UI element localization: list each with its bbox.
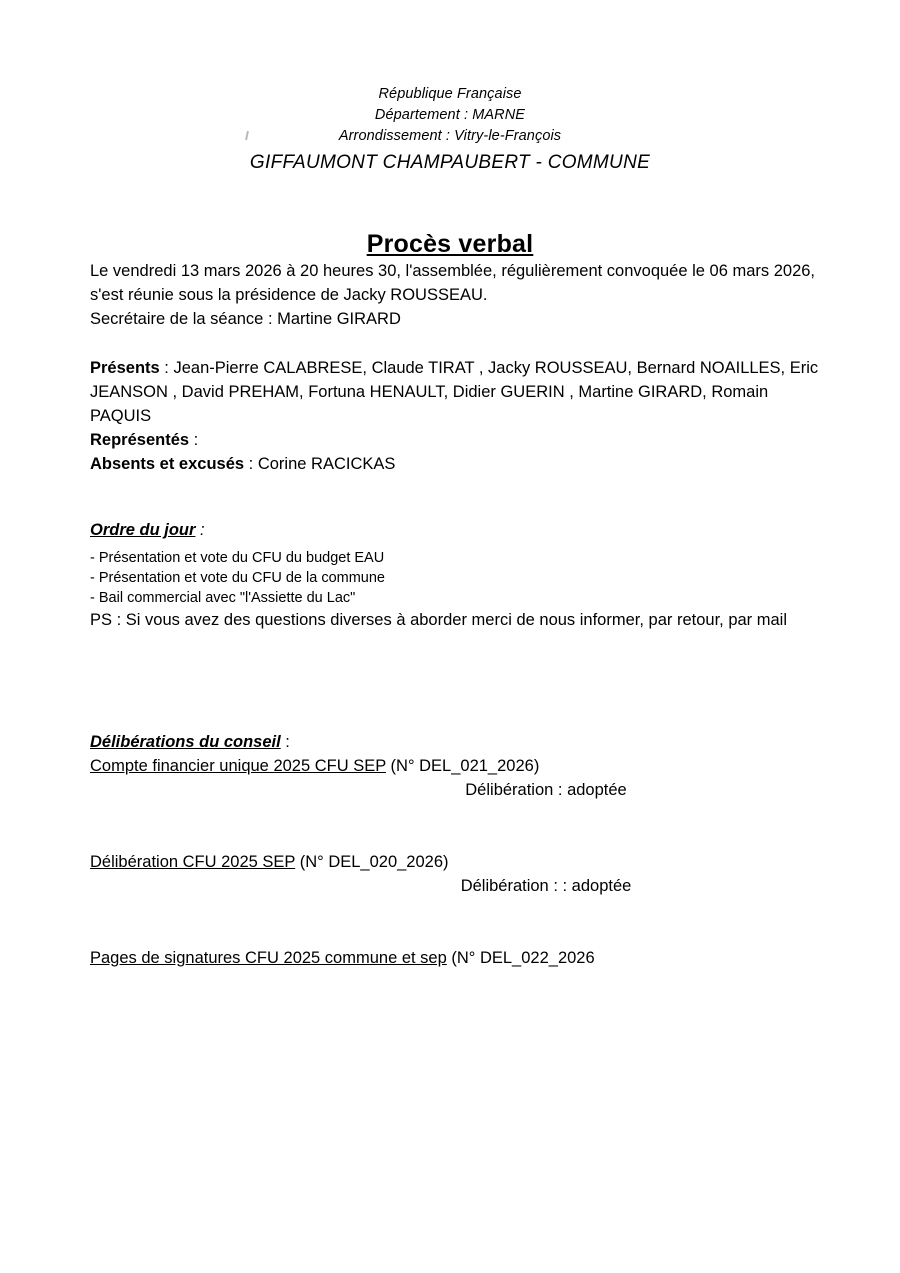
attendance-absent-separator: : [244, 455, 258, 473]
intro-paragraph: Le vendredi 13 mars 2026 à 20 heures 30, l'assemblée, régulièrement convoquée le 06 mars 2026, s'est réunie sous la présidence de Jacky ROUSSEAU. [90, 262, 816, 304]
deliberation-item-3 [90, 946, 822, 970]
attendance-present-value: Jean-Pierre CALABRESE, Claude TIRAT , Jacky ROUSSEAU, Bernard NOAILLES, Eric JEANSON , David PREHAM, Fortuna HENAULT, Didier GUERIN , Martine GIRARD, Romain PAQUIS [90, 359, 819, 425]
attendance-present [90, 356, 822, 428]
deliberations-heading-line [90, 730, 822, 754]
agenda-list [90, 548, 822, 608]
header-department: Département : MARNE [374, 107, 526, 123]
attendance-absent [90, 452, 822, 476]
attendance-absent-value: Corine RACICKAS [257, 455, 396, 473]
list-item: - Présentation et vote du CFU du budget EAU [90, 550, 385, 566]
spacer [90, 898, 822, 946]
attendance-absent-label: Absents et excusés [90, 455, 245, 473]
attendance-block [90, 356, 822, 476]
deliberation-item-2 [90, 850, 822, 874]
attendance-represented-separator: : [189, 431, 199, 449]
attendance-present-label: Présents [90, 359, 160, 377]
deliberation-subject: Pages de signatures CFU 2025 commune et sep [90, 949, 447, 967]
agenda-postscript: PS : Si vous avez des questions diverses à aborder merci de nous informer, par retour, par mail [90, 611, 788, 629]
header-republic: République Française [378, 86, 522, 102]
attendance-represented-label: Représentés [90, 431, 190, 449]
agenda-heading-suffix: : [195, 521, 205, 539]
agenda-heading-line [90, 518, 822, 542]
deliberation-result-2: Délibération : : adoptée [460, 877, 632, 895]
header-arrondissement: Arrondissement : Vitry-le-François [338, 128, 562, 144]
deliberations-heading: Délibérations du conseil [90, 733, 281, 751]
header-commune: GIFFAUMONT CHAMPAUBERT - COMMUNE [249, 152, 651, 173]
agenda-heading: Ordre du jour [90, 521, 196, 539]
deliberation-result-1: Délibération : adoptée [465, 781, 627, 799]
deliberations-heading-suffix: : [280, 733, 290, 751]
document-body [0, 259, 900, 970]
attendance-present-separator: : [159, 359, 174, 377]
deliberation-reference: (N° DEL_020_2026) [295, 853, 449, 871]
deliberation-reference: (N° DEL_022_2026 [446, 949, 595, 967]
spacer [90, 802, 822, 850]
list-item: - Bail commercial avec "l'Assiette du Lac" [90, 590, 356, 606]
deliberation-subject: Délibération CFU 2025 SEP [90, 853, 296, 871]
attendance-represented [90, 428, 822, 452]
deliberation-reference: (N° DEL_021_2026) [385, 757, 540, 775]
deliberations-block [90, 730, 822, 970]
deliberation-subject: Compte financier unique 2025 CFU SEP [90, 757, 386, 775]
secretary-line: Secrétaire de la séance : Martine GIRARD [90, 310, 401, 328]
deliberation-item-1 [90, 754, 822, 778]
page-title [0, 230, 900, 259]
page-title-text: Procès verbal [366, 230, 534, 258]
list-item: - Présentation et vote du CFU de la commune [90, 570, 385, 586]
document-header [0, 84, 900, 176]
agenda-block [90, 518, 822, 632]
